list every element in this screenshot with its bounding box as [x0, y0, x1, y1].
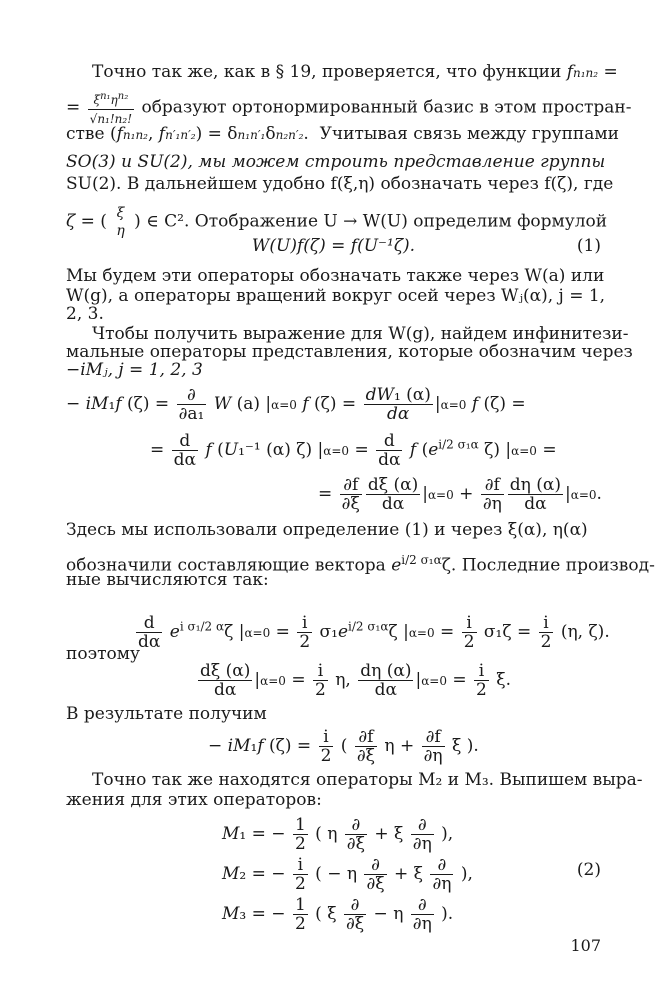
paragraph-line: Здесь мы использовали определение (1) и через ξ(α), η(α) — [66, 520, 588, 540]
paragraph-line: жения для этих операторов: — [66, 790, 322, 810]
paragraph-line: ζ = ( ξ η ) ∈ C². Отображение U → W(U) определим формулой — [66, 205, 608, 239]
equation-1: W(U)f(ζ) = f(U⁻¹ζ). — [251, 236, 416, 256]
paragraph-line: W(g), а операторы вращений вокруг осей через Wⱼ(α), j = 1, — [66, 286, 606, 306]
paragraph-line: 2, 3. — [66, 304, 104, 324]
paragraph-line: обозначили составляющие вектора $e^{i/2 \sigma_1\alpha}\zeta$. Последние производ- — [66, 553, 655, 576]
paragraph-line: стве (fn₁n₂, fn′₁n′₂) = δn₁n′₁δn₂n′₂. Учитывая связь между группами — [66, 124, 619, 144]
equation-M3: M₃ = − $\frac{1}{2}$ ( ξ ∂ ∂ξ − η ∂ ∂η ). — [222, 895, 454, 934]
paragraph-line: = $\frac{\xi^{n_1}\eta^{n_2}}{\text{√n₁!n₂!}}$ образуют ортонормированный базис в этом простран- — [66, 88, 631, 128]
equation-number-2: (2) — [576, 860, 601, 880]
paragraph-line: Чтобы получить выражение для W(g), найдем инфинитези- — [92, 324, 629, 344]
derivation-line-1: − iM₁f (ζ) = ∂ ∂a₁ W (a) |α=0 f (ζ) = $\frac{\text{dW₁ (α)}}{d\alpha}$ |α=0 f (ζ) = — [66, 385, 526, 424]
derivation-line-3: = $\frac{\partial f}{\partial\xi}$ $\frac{d\xi (\alpha)}{d\alpha}$ |α=0 + $\frac{\partial f}{\partial\eta}$ $\frac{d\eta (\alpha)}{d\alpha}$ |α=0. — [318, 475, 602, 514]
equation-M2: M₂ = − $\frac{i}{2}$ ( − η ∂ ∂ξ + ξ ∂ ∂η ), — [222, 855, 473, 894]
page-number: 107 — [570, 936, 601, 955]
paragraph-line: Точно так же, как в § 19, проверяется, что функции fn₁n₂ = — [92, 62, 618, 82]
paragraph-line: В результате получим — [66, 704, 267, 724]
result-equation: − iM₁f (ζ) = $\frac{i}{2}$ ( $\frac{\partial f}{\partial\xi}$ η + $\frac{\partial f}{\partial\eta}$ ξ ). — [208, 727, 479, 766]
paragraph-line: Точно так же находятся операторы M₂ и M₃. Выпишем выра- — [92, 770, 643, 790]
paragraph-line: −iMⱼ, j = 1, 2, 3 — [66, 360, 203, 380]
paragraph-line: Мы будем эти операторы обозначать также через W(a) или — [66, 266, 605, 286]
paragraph-line: мальные операторы представления, которые обозначим через — [66, 342, 633, 362]
paragraph-line: ные вычисляются так: — [66, 570, 269, 590]
paragraph-line: SU(2). В дальнейшем удобно f(ξ,η) обозначать через f(ζ), где — [66, 174, 614, 194]
equation-number-1: (1) — [576, 236, 601, 256]
equation-M1: M₁ = − $\frac{1}{2}$ ( η ∂ ∂ξ + ξ ∂ ∂η ), — [222, 815, 454, 854]
derivative-results: $\frac{d\xi (\alpha)}{d\alpha}$ |α=0 = $\frac{i}{2}$ η, $\frac{d\eta (\alpha)}{d\alpha}$ |α=0 = $\frac{i}{2}$ ξ. — [200, 661, 512, 700]
derivative-equation: $\frac{d}{d\alpha}$ $e^{i \sigma_1/2 \alpha}\zeta$ |α=0 = $\frac{i}{2}$ $\sigma_1e^{i/2 \sigma_1\alpha}\zeta$ |α=0 = $\frac{i}{2}$ σ₁ζ = $\frac{i}{2}$ (η, ζ). — [138, 613, 610, 652]
paragraph-line: SO(3) и SU(2), мы можем строить представление группы — [66, 152, 606, 172]
derivation-line-2: = $\frac{d}{d\alpha}$ f (U₁⁻¹ (α) ζ) |α=0 = $\frac{d}{d\alpha}$ f ($e^{i/2 \sigma_1\alpha}$ ζ) |α=0 = — [150, 431, 557, 470]
paragraph-line: поэтому — [66, 644, 140, 664]
